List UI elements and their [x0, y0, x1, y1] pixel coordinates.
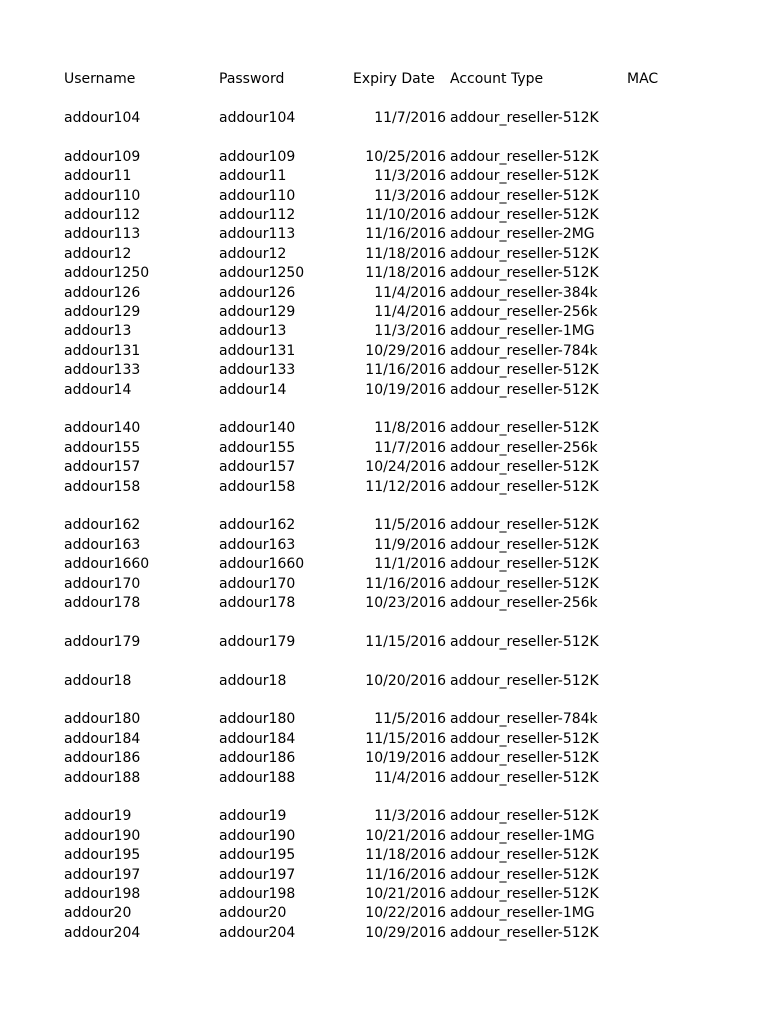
cell-expiry-date: 11/1/2016: [374, 556, 446, 573]
cell-username: addour198: [64, 886, 141, 902]
cell-username: addour11: [64, 168, 132, 185]
cell-mac: [627, 380, 707, 400]
cell-account-type: [450, 651, 625, 671]
table-row: [0, 380, 768, 400]
cell-mac: [627, 768, 707, 788]
cell-username: addour155: [64, 439, 141, 456]
cell-username: addour157: [64, 459, 141, 476]
table-row: [0, 127, 768, 147]
cell-username: addour112: [64, 207, 141, 223]
cell-password: addour178: [219, 595, 296, 611]
cell-password: addour133: [219, 362, 296, 379]
cell-mac: [627, 360, 707, 380]
cell-mac: [627, 418, 707, 438]
cell-mac: [627, 166, 707, 186]
cell-account-type: addour_reseller-512K: [450, 478, 599, 495]
cell-mac: [627, 496, 707, 516]
cell-expiry-date: 11/3/2016: [374, 168, 446, 185]
cell-mac: [627, 205, 707, 225]
cell-username: [64, 127, 214, 147]
cell-mac: [627, 244, 707, 264]
cell-account-type: addour_reseller-512K: [450, 459, 599, 476]
cell-account-type: addour_reseller-512K: [450, 362, 599, 379]
cell-account-type: addour_reseller-512K: [450, 556, 599, 573]
cell-account-type: [450, 127, 625, 147]
cell-username: addour186: [64, 750, 141, 767]
cell-username: addour195: [64, 847, 141, 864]
cell-expiry-date: 11/15/2016: [365, 730, 446, 747]
cell-password: addour188: [219, 769, 296, 786]
header-password: Password: [219, 71, 285, 87]
cell-account-type: addour_reseller-512K: [450, 886, 599, 902]
cell-account-type: addour_reseller-512K: [450, 536, 599, 553]
cell-mac: [627, 729, 707, 749]
cell-mac: [627, 865, 707, 885]
cell-username: addour163: [64, 536, 141, 553]
table-row: [0, 224, 768, 244]
cell-password: addour186: [219, 750, 296, 767]
cell-username: addour197: [64, 866, 141, 883]
cell-account-type: [450, 690, 625, 710]
cell-account-type: [450, 612, 625, 632]
cell-username: [64, 399, 214, 419]
table-row: [0, 438, 768, 458]
cell-mac: [627, 574, 707, 594]
cell-expiry-date: 11/16/2016: [365, 362, 446, 379]
table-row: [0, 632, 768, 652]
cell-mac: [627, 923, 707, 943]
cell-expiry-date: 11/18/2016: [365, 847, 446, 864]
cell-password: addour19: [219, 808, 287, 825]
cell-mac: [627, 651, 707, 671]
cell-mac: [627, 477, 707, 497]
cell-account-type: addour_reseller-512K: [450, 924, 599, 941]
table-row: [0, 360, 768, 380]
cell-expiry-date: 11/3/2016: [374, 187, 446, 204]
cell-password: addour157: [219, 459, 296, 476]
cell-mac: [627, 593, 707, 613]
cell-mac: [627, 438, 707, 458]
cell-username: addour113: [64, 226, 141, 243]
table-row: [0, 574, 768, 594]
cell-account-type: addour_reseller-512K: [450, 575, 599, 592]
cell-username: [64, 690, 214, 710]
cell-password: addour163: [219, 536, 296, 553]
cell-account-type: addour_reseller-512K: [450, 245, 599, 262]
cell-username: addour184: [64, 730, 141, 747]
cell-password: [219, 787, 349, 807]
table-row: [0, 147, 768, 167]
cell-password: [219, 651, 349, 671]
cell-account-type: addour_reseller-784k: [450, 342, 598, 359]
table-row: [0, 865, 768, 885]
cell-expiry-date: 11/12/2016: [365, 478, 446, 495]
cell-expiry-date: 11/18/2016: [365, 265, 446, 282]
cell-mac: [627, 709, 707, 729]
cell-password: addour104: [219, 110, 296, 126]
cell-password: addour12: [219, 245, 287, 262]
cell-expiry-date: 11/3/2016: [374, 323, 446, 340]
cell-password: addour158: [219, 478, 296, 495]
cell-username: addour18: [64, 672, 132, 689]
cell-mac: [627, 632, 707, 652]
table-row: [0, 477, 768, 497]
cell-account-type: addour_reseller-1MG: [450, 323, 595, 340]
cell-account-type: addour_reseller-512K: [450, 207, 599, 223]
table-row: [0, 535, 768, 555]
cell-account-type: addour_reseller-512K: [450, 769, 599, 786]
cell-account-type: [450, 399, 625, 419]
cell-mac: [627, 787, 707, 807]
cell-username: addour179: [64, 633, 141, 650]
cell-mac: [627, 399, 707, 419]
cell-mac: [627, 612, 707, 632]
cell-account-type: [450, 787, 625, 807]
cell-password: addour110: [219, 187, 296, 204]
cell-expiry-date: 10/23/2016: [365, 595, 446, 611]
table-row: [0, 612, 768, 632]
table-row: [0, 903, 768, 923]
table-row: [0, 496, 768, 516]
table-row: [0, 787, 768, 807]
cell-expiry-date: 11/9/2016: [374, 536, 446, 553]
cell-account-type: addour_reseller-256k: [450, 595, 598, 611]
cell-mac: [627, 690, 707, 710]
cell-username: addour178: [64, 595, 141, 611]
cell-expiry-date: 11/8/2016: [374, 420, 446, 437]
cell-password: [219, 399, 349, 419]
cell-password: addour204: [219, 924, 296, 941]
table-row: [0, 884, 768, 904]
table-row: [0, 166, 768, 186]
table-row: [0, 515, 768, 535]
table-row: [0, 186, 768, 206]
cell-username: addour133: [64, 362, 141, 379]
cell-account-type: [450, 496, 625, 516]
cell-username: addour190: [64, 827, 141, 844]
cell-mac: [627, 884, 707, 904]
table-row: [0, 108, 768, 128]
cell-expiry-date: 10/29/2016: [365, 342, 446, 359]
cell-mac: [627, 903, 707, 923]
cell-username: addour204: [64, 924, 141, 941]
table-row: [0, 671, 768, 691]
cell-username: addour14: [64, 381, 132, 398]
table-row: [0, 205, 768, 225]
cell-expiry-date: 11/10/2016: [365, 207, 446, 223]
cell-account-type: addour_reseller-512K: [450, 633, 599, 650]
cell-password: addour197: [219, 866, 296, 883]
cell-mac: [627, 535, 707, 555]
cell-account-type: addour_reseller-512K: [450, 110, 599, 126]
cell-username: addour180: [64, 711, 141, 728]
cell-account-type: addour_reseller-512K: [450, 187, 599, 204]
cell-password: addour195: [219, 847, 296, 864]
cell-username: addour104: [64, 110, 141, 126]
cell-mac: [627, 826, 707, 846]
cell-mac: [627, 302, 707, 322]
table-row: [0, 845, 768, 865]
cell-expiry-date: 11/4/2016: [374, 284, 446, 301]
cell-username: [64, 787, 214, 807]
cell-mac: [627, 186, 707, 206]
cell-mac: [627, 671, 707, 691]
cell-account-type: addour_reseller-1MG: [450, 827, 595, 844]
cell-account-type: addour_reseller-512K: [450, 517, 599, 534]
cell-username: [64, 651, 214, 671]
cell-username: addour13: [64, 323, 132, 340]
cell-username: addour109: [64, 148, 141, 165]
cell-password: addour155: [219, 439, 296, 456]
header-account-type: Account Type: [450, 71, 544, 87]
cell-account-type: addour_reseller-512K: [450, 808, 599, 825]
cell-username: addour12: [64, 245, 132, 262]
cell-password: [219, 612, 349, 632]
cell-password: addour162: [219, 517, 296, 534]
cell-password: addour126: [219, 284, 296, 301]
cell-expiry-date: [346, 612, 446, 632]
cell-password: addour179: [219, 633, 296, 650]
table-row: [0, 418, 768, 438]
table-row: [0, 457, 768, 477]
cell-expiry-date: 11/4/2016: [374, 769, 446, 786]
cell-username: addour1660: [64, 556, 150, 573]
cell-mac: [627, 283, 707, 303]
cell-username: addour140: [64, 420, 141, 437]
cell-password: addour180: [219, 711, 296, 728]
cell-expiry-date: 10/19/2016: [365, 750, 446, 767]
cell-password: addour13: [219, 323, 287, 340]
cell-username: addour170: [64, 575, 141, 592]
cell-expiry-date: [346, 690, 446, 710]
table-row: [0, 768, 768, 788]
cell-password: [219, 127, 349, 147]
cell-account-type: addour_reseller-512K: [450, 148, 599, 165]
cell-expiry-date: [346, 787, 446, 807]
cell-password: addour131: [219, 342, 296, 359]
cell-mac: [627, 224, 707, 244]
table-row: [0, 651, 768, 671]
cell-account-type: addour_reseller-384k: [450, 284, 598, 301]
table-row: [0, 709, 768, 729]
cell-mac: [627, 845, 707, 865]
table-row: [0, 263, 768, 283]
cell-username: addour129: [64, 304, 141, 320]
cell-expiry-date: [346, 399, 446, 419]
cell-password: addour109: [219, 148, 296, 165]
cell-password: addour140: [219, 420, 296, 437]
cell-password: addour113: [219, 226, 296, 243]
cell-account-type: addour_reseller-256k: [450, 439, 598, 456]
table-row: [0, 341, 768, 361]
cell-password: addour14: [219, 381, 287, 398]
cell-expiry-date: [346, 127, 446, 147]
cell-expiry-date: 11/18/2016: [365, 245, 446, 262]
cell-mac: [627, 147, 707, 167]
cell-username: [64, 496, 214, 516]
cell-expiry-date: 10/20/2016: [365, 672, 446, 689]
cell-expiry-date: [346, 651, 446, 671]
cell-mac: [627, 806, 707, 826]
table-row: [0, 826, 768, 846]
cell-expiry-date: 11/16/2016: [365, 575, 446, 592]
cell-account-type: addour_reseller-2MG: [450, 226, 595, 243]
cell-expiry-date: 11/7/2016: [374, 110, 446, 126]
cell-expiry-date: 10/25/2016: [365, 148, 446, 165]
cell-account-type: addour_reseller-512K: [450, 265, 599, 282]
table-row: [0, 321, 768, 341]
cell-password: addour1250: [219, 265, 305, 282]
cell-password: addour170: [219, 575, 296, 592]
table-row: [0, 748, 768, 768]
cell-expiry-date: 11/16/2016: [365, 866, 446, 883]
cell-mac: [627, 748, 707, 768]
cell-password: addour198: [219, 886, 296, 902]
cell-expiry-date: 11/7/2016: [374, 439, 446, 456]
cell-account-type: addour_reseller-512K: [450, 847, 599, 864]
header-row: [0, 69, 768, 89]
table-row: [0, 593, 768, 613]
cell-username: addour19: [64, 808, 132, 825]
cell-account-type: addour_reseller-512K: [450, 750, 599, 767]
cell-username: [64, 612, 214, 632]
cell-password: [219, 496, 349, 516]
cell-account-type: addour_reseller-1MG: [450, 905, 595, 922]
cell-expiry-date: 10/24/2016: [365, 459, 446, 476]
table-row: [0, 283, 768, 303]
cell-username: addour110: [64, 187, 141, 204]
cell-password: addour11: [219, 168, 287, 185]
cell-username: addour126: [64, 284, 141, 301]
cell-account-type: addour_reseller-784k: [450, 711, 598, 728]
cell-mac: [627, 108, 707, 128]
cell-expiry-date: 10/19/2016: [365, 381, 446, 398]
cell-username: addour20: [64, 905, 132, 922]
cell-expiry-date: 10/21/2016: [365, 827, 446, 844]
cell-password: addour20: [219, 905, 287, 922]
table-row: [0, 806, 768, 826]
cell-expiry-date: 11/5/2016: [374, 517, 446, 534]
cell-password: addour129: [219, 304, 296, 320]
cell-account-type: addour_reseller-256k: [450, 304, 598, 320]
cell-mac: [627, 127, 707, 147]
cell-password: addour184: [219, 730, 296, 747]
table-row: [0, 554, 768, 574]
cell-password: addour1660: [219, 556, 305, 573]
cell-password: addour18: [219, 672, 287, 689]
cell-mac: [627, 341, 707, 361]
cell-expiry-date: 11/15/2016: [365, 633, 446, 650]
cell-expiry-date: [346, 496, 446, 516]
cell-expiry-date: 10/29/2016: [365, 924, 446, 941]
table-row: [0, 729, 768, 749]
cell-username: addour158: [64, 478, 141, 495]
cell-mac: [627, 263, 707, 283]
header-mac: MAC: [627, 71, 659, 87]
cell-mac: [627, 321, 707, 341]
cell-expiry-date: 11/16/2016: [365, 226, 446, 243]
cell-expiry-date: 10/21/2016: [365, 886, 446, 902]
cell-account-type: addour_reseller-512K: [450, 420, 599, 437]
cell-username: addour162: [64, 517, 141, 534]
table-row: [0, 244, 768, 264]
cell-account-type: addour_reseller-512K: [450, 672, 599, 689]
table-row: [0, 302, 768, 322]
cell-password: addour112: [219, 207, 296, 223]
cell-username: addour188: [64, 769, 141, 786]
cell-username: addour1250: [64, 265, 150, 282]
cell-expiry-date: 10/22/2016: [365, 905, 446, 922]
cell-expiry-date: 11/5/2016: [374, 711, 446, 728]
cell-password: addour190: [219, 827, 296, 844]
table-row: [0, 923, 768, 943]
table-row: [0, 690, 768, 710]
header-username: Username: [64, 71, 136, 87]
cell-expiry-date: 11/4/2016: [374, 304, 446, 320]
cell-account-type: addour_reseller-512K: [450, 730, 599, 747]
cell-mac: [627, 554, 707, 574]
header-expiry-date: Expiry Date: [353, 71, 435, 87]
cell-account-type: addour_reseller-512K: [450, 381, 599, 398]
cell-account-type: addour_reseller-512K: [450, 866, 599, 883]
cell-mac: [627, 457, 707, 477]
table-row: [0, 399, 768, 419]
cell-password: [219, 690, 349, 710]
cell-account-type: addour_reseller-512K: [450, 168, 599, 185]
cell-mac: [627, 515, 707, 535]
cell-username: addour131: [64, 342, 141, 359]
cell-expiry-date: 11/3/2016: [374, 808, 446, 825]
